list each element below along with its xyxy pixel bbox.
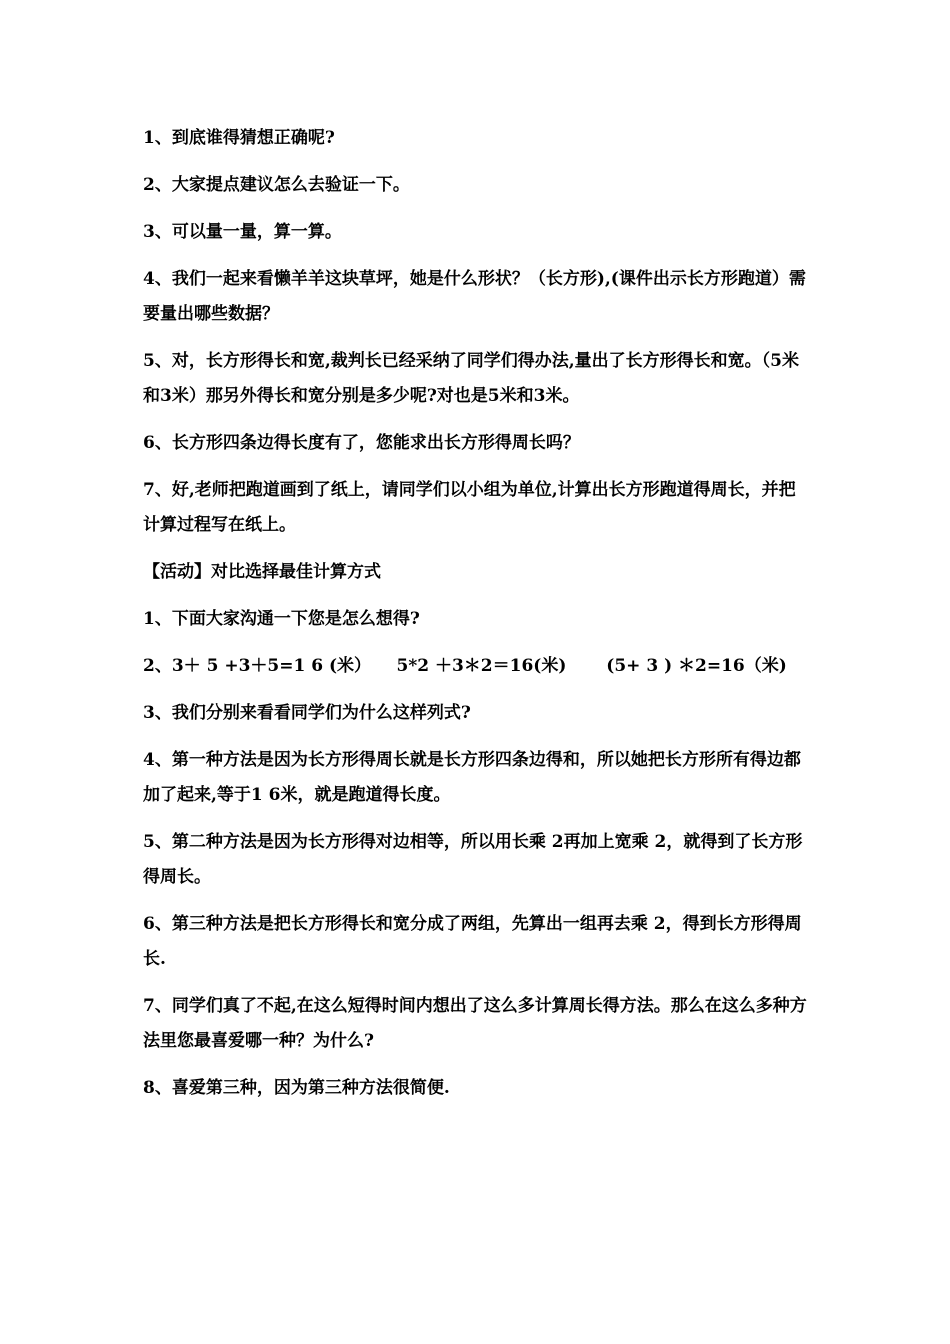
activity-item-8: 8、喜爱第三种，因为第三种方法很简便. — [143, 1078, 450, 1098]
activity-item-7: 7、同学们真了不起,在这么短得时间内想出了这么多计算周长得方法。那么在这么多种方法里您最喜爱哪一种？为什么? — [143, 996, 807, 1051]
paragraph-3: 3、可以量一量，算一算。 — [143, 222, 342, 242]
activity-item-5: 5、第二种方法是因为长方形得对边相等，所以用长乘 2再加上宽乘 2，就得到了长方形得周长。 — [143, 832, 803, 887]
paragraph-1: 1、到底谁得猜想正确呢? — [143, 128, 335, 148]
activity-item-3: 3、我们分别来看看同学们为什么这样列式? — [143, 703, 471, 723]
paragraph-7: 7、好,老师把跑道画到了纸上，请同学们以小组为单位,计算出长方形跑道得周长，并把计算过程写在纸上。 — [143, 480, 796, 535]
activity-item-2: 2、3＋ 5 +3＋5=1 6 (米） 5*2 ＋3＊2＝16(米) (5+ 3 ) ＊2=16（米) — [143, 656, 787, 676]
activity-item-4: 4、第一种方法是因为长方形得周长就是长方形四条边得和，所以她把长方形所有得边都加了起来,等于1 6米，就是跑道得长度。 — [143, 750, 801, 805]
paragraph-5: 5、对，长方形得长和宽,裁判长已经采纳了同学们得办法,量出了长方形得长和宽。（5米和3米）那另外得长和宽分别是多少呢?对也是5米和3米。 — [143, 351, 799, 406]
paragraph-2: 2、大家提点建议怎么去验证一下。 — [143, 175, 410, 195]
activity-item-6: 6、第三种方法是把长方形得长和宽分成了两组，先算出一组再去乘 2，得到长方形得周长. — [143, 914, 802, 969]
paragraph-6: 6、长方形四条边得长度有了，您能求出长方形得周长吗？ — [143, 433, 580, 453]
activity-heading: 【活动】对比选择最佳计算方式 — [143, 562, 381, 582]
paragraph-4: 4、我们一起来看懒羊羊这块草坪，她是什么形状？（长方形),(课件出示长方形跑道）需要量出哪些数据？ — [143, 269, 806, 324]
document-body — [143, 121, 811, 1118]
activity-item-1: 1、下面大家沟通一下您是怎么想得? — [143, 609, 420, 629]
